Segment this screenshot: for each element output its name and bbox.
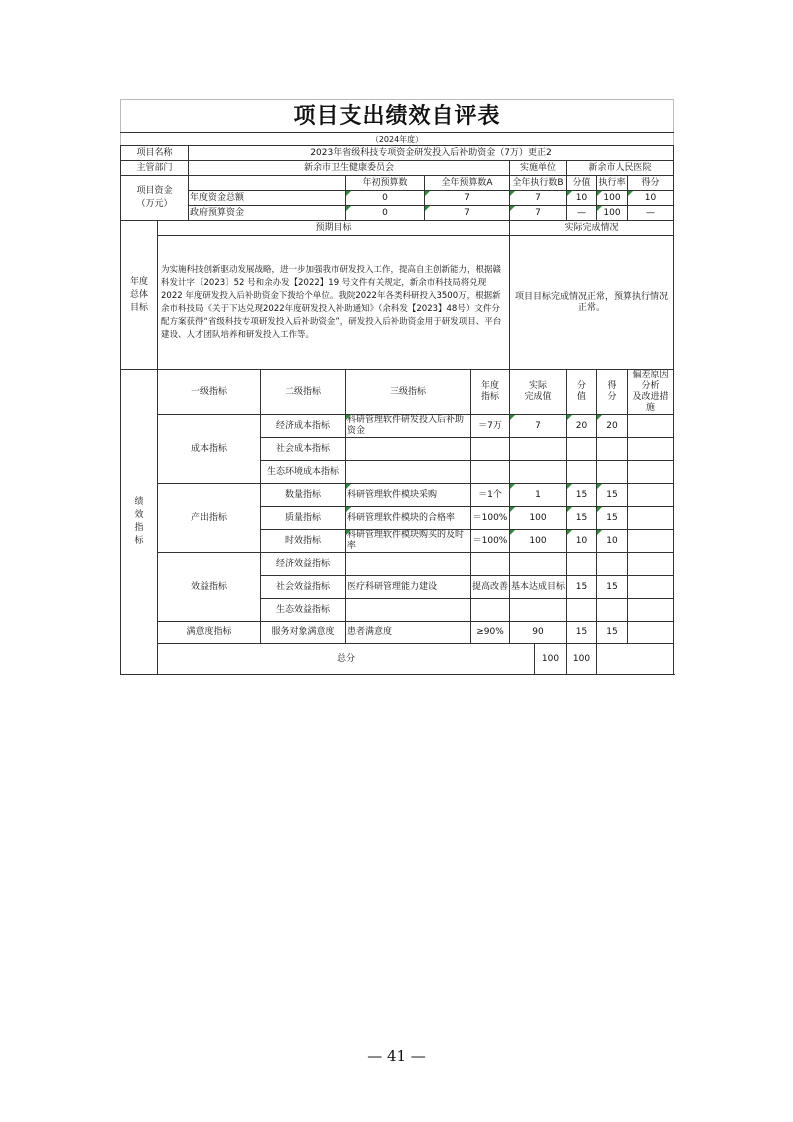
funds-total-got: 10: [628, 191, 674, 206]
table-row-target: [471, 438, 510, 461]
table-row-notes: [628, 576, 674, 599]
group-satisfaction: 满意度指标: [158, 622, 261, 644]
table-row-target: ＝100%: [471, 507, 510, 530]
table-row-notes: [628, 461, 674, 484]
table-row-l2: 生态环境成本指标: [261, 461, 346, 484]
table-row-actual: [510, 553, 567, 576]
funds-header-executed: 全年执行数B: [510, 176, 567, 191]
table-row-got: 20: [597, 415, 628, 438]
table-row-l2: 时效指标: [261, 530, 346, 553]
table-row-score: 15: [567, 507, 597, 530]
table-row-got: [597, 461, 628, 484]
table-row-score: 10: [567, 530, 597, 553]
perf-header-l1: 一级指标: [158, 370, 261, 415]
table-row-notes: [628, 622, 674, 644]
funds-total-executed: 7: [510, 191, 567, 206]
funds-total-rate: 100: [597, 191, 628, 206]
total-notes: [597, 644, 674, 675]
table-row-l2: 生态效益指标: [261, 599, 346, 622]
funds-total-annual: 7: [425, 191, 510, 206]
funds-total-initial: 0: [346, 191, 425, 206]
impl-unit-label: 实施单位: [510, 161, 567, 176]
table-row-score: 15: [567, 484, 597, 507]
table-row-l2: 社会效益指标: [261, 576, 346, 599]
funds-header-annual: 全年预算数A: [425, 176, 510, 191]
funds-row-gov-name: 政府预算资金: [189, 206, 346, 221]
table-row-got: 15: [597, 576, 628, 599]
funds-label: 项目资金 （万元）: [121, 176, 189, 221]
table-row-notes: [628, 599, 674, 622]
table-row-actual: [510, 461, 567, 484]
table-row-score: [567, 553, 597, 576]
table-row-notes: [628, 415, 674, 438]
table-row-got: [597, 599, 628, 622]
perf-header-score: 分 值: [567, 370, 597, 415]
table-row-l3: 科研管理软件研发投入后补助资金: [346, 415, 471, 438]
funds-header-blank: [189, 176, 346, 191]
table-row-got: [597, 438, 628, 461]
table-row-l3: 科研管理软件模块购买的及时率: [346, 530, 471, 553]
table-row-score: 20: [567, 415, 597, 438]
expected-goal-text: 为实施科技创新驱动发展战略，进一步加强我市研发投入工作，提高自主创新能力，根据赣科发计字〔2023〕52 号和余办发【2022】19 号文件有关规定，新余市科技局将兑现 2022 年度研发投入后补助资金下拨给个单位。我院2022年各类科研投入3500万，根据新余市科技局《关于下达兑现2022年度研发投入补助通知》（余科发【2023】48号）文件分配方案获得“省级科技专项研发投入后补助资金”，研发投入后补助资金用于研发项目、平台建设、人才团队培养和研发投入工作等。: [158, 236, 510, 370]
table-row-target: ≥90%: [471, 622, 510, 644]
table-row-l3: [346, 553, 471, 576]
table-row-score: 15: [567, 576, 597, 599]
table-row-target: [471, 461, 510, 484]
funds-gov-initial: 0: [346, 206, 425, 221]
table-row-actual: 100: [510, 530, 567, 553]
expected-goal-header: 预期目标: [158, 221, 510, 236]
project-name-value: 2023年省级科技专项资金研发投入后补助资金（7万）更正2: [189, 146, 674, 161]
table-row-actual: [510, 599, 567, 622]
table-row-l3: [346, 438, 471, 461]
table-row-l2: 社会成本指标: [261, 438, 346, 461]
dept-label: 主管部门: [121, 161, 189, 176]
total-score: 100: [535, 644, 567, 675]
total-label: 总分: [158, 644, 535, 675]
table-row-l3: 医疗科研管理能力建设: [346, 576, 471, 599]
perf-label: 绩 效 指 标: [121, 370, 158, 675]
table-row-actual: 100: [510, 507, 567, 530]
report-year: （2024年度）: [121, 133, 674, 146]
project-name-label: 项目名称: [121, 146, 189, 161]
table-row-target: ＝7万: [471, 415, 510, 438]
table-row-actual: [510, 438, 567, 461]
page-number: — 41 —: [367, 1047, 426, 1065]
table-row-got: 15: [597, 507, 628, 530]
perf-header-actual: 实际 完成值: [510, 370, 567, 415]
table-row-l3: 患者满意度: [346, 622, 471, 644]
table-row-l2: 服务对象满意度: [261, 622, 346, 644]
annual-goal-label: 年度 总体 目标: [121, 221, 158, 370]
table-row-notes: [628, 484, 674, 507]
table-row-notes: [628, 530, 674, 553]
table-row-l3: 科研管理软件模块采购: [346, 484, 471, 507]
table-row-l2: 经济效益指标: [261, 553, 346, 576]
perf-header-l3: 三级指标: [346, 370, 471, 415]
table-row-score: [567, 599, 597, 622]
table-row-target: [471, 599, 510, 622]
funds-gov-rate: 100: [597, 206, 628, 221]
group-output: 产出指标: [158, 484, 261, 553]
table-row-l2: 质量指标: [261, 507, 346, 530]
table-row-l2: 数量指标: [261, 484, 346, 507]
table-row-actual: 90: [510, 622, 567, 644]
perf-header-notes: 偏差原因分析 及改进措施: [628, 370, 674, 415]
table-row-notes: [628, 438, 674, 461]
funds-gov-annual: 7: [425, 206, 510, 221]
perf-header-target: 年度 指标: [471, 370, 510, 415]
funds-gov-got: —: [628, 206, 674, 221]
table-row-score: [567, 438, 597, 461]
dept-value: 新余市卫生健康委员会: [189, 161, 510, 176]
perf-header-l2: 二级指标: [261, 370, 346, 415]
impl-unit-value: 新余市人民医院: [567, 161, 674, 176]
table-row-target: [471, 553, 510, 576]
table-row-actual: 1: [510, 484, 567, 507]
funds-gov-executed: 7: [510, 206, 567, 221]
page-title: 项目支出绩效自评表: [121, 100, 674, 133]
table-row-got: 10: [597, 530, 628, 553]
funds-row-total-name: 年度资金总额: [189, 191, 346, 206]
table-row-l3: [346, 599, 471, 622]
table-row-score: [567, 461, 597, 484]
table-row-got: [597, 553, 628, 576]
funds-header-score: 分值: [567, 176, 597, 191]
group-cost: 成本指标: [158, 415, 261, 484]
table-row-actual: 基本达成目标: [510, 576, 567, 599]
group-benefit: 效益指标: [158, 553, 261, 622]
total-got: 100: [567, 644, 597, 675]
table-row-got: 15: [597, 484, 628, 507]
perf-header-got: 得 分: [597, 370, 628, 415]
funds-gov-score: —: [567, 206, 597, 221]
table-row-notes: [628, 507, 674, 530]
table-row-target: 提高改善: [471, 576, 510, 599]
self-evaluation-sheet: [120, 99, 673, 675]
funds-total-score: 10: [567, 191, 597, 206]
table-row-got: 15: [597, 622, 628, 644]
funds-header-initial: 年初预算数: [346, 176, 425, 191]
table-row-actual: 7: [510, 415, 567, 438]
table-row-target: ＝100%: [471, 530, 510, 553]
table-row-target: ＝1个: [471, 484, 510, 507]
funds-header-rate: 执行率: [597, 176, 628, 191]
table-row-l2: 经济成本指标: [261, 415, 346, 438]
table-row-l3: 科研管理软件模块的合格率: [346, 507, 471, 530]
actual-result-text: 项目目标完成情况正常，预算执行情况正常。: [510, 236, 674, 370]
actual-result-header: 实际完成情况: [510, 221, 674, 236]
funds-header-got: 得分: [628, 176, 674, 191]
table-row-l3: [346, 461, 471, 484]
table-row-notes: [628, 553, 674, 576]
table-row-score: 15: [567, 622, 597, 644]
evaluation-table: [120, 99, 674, 675]
